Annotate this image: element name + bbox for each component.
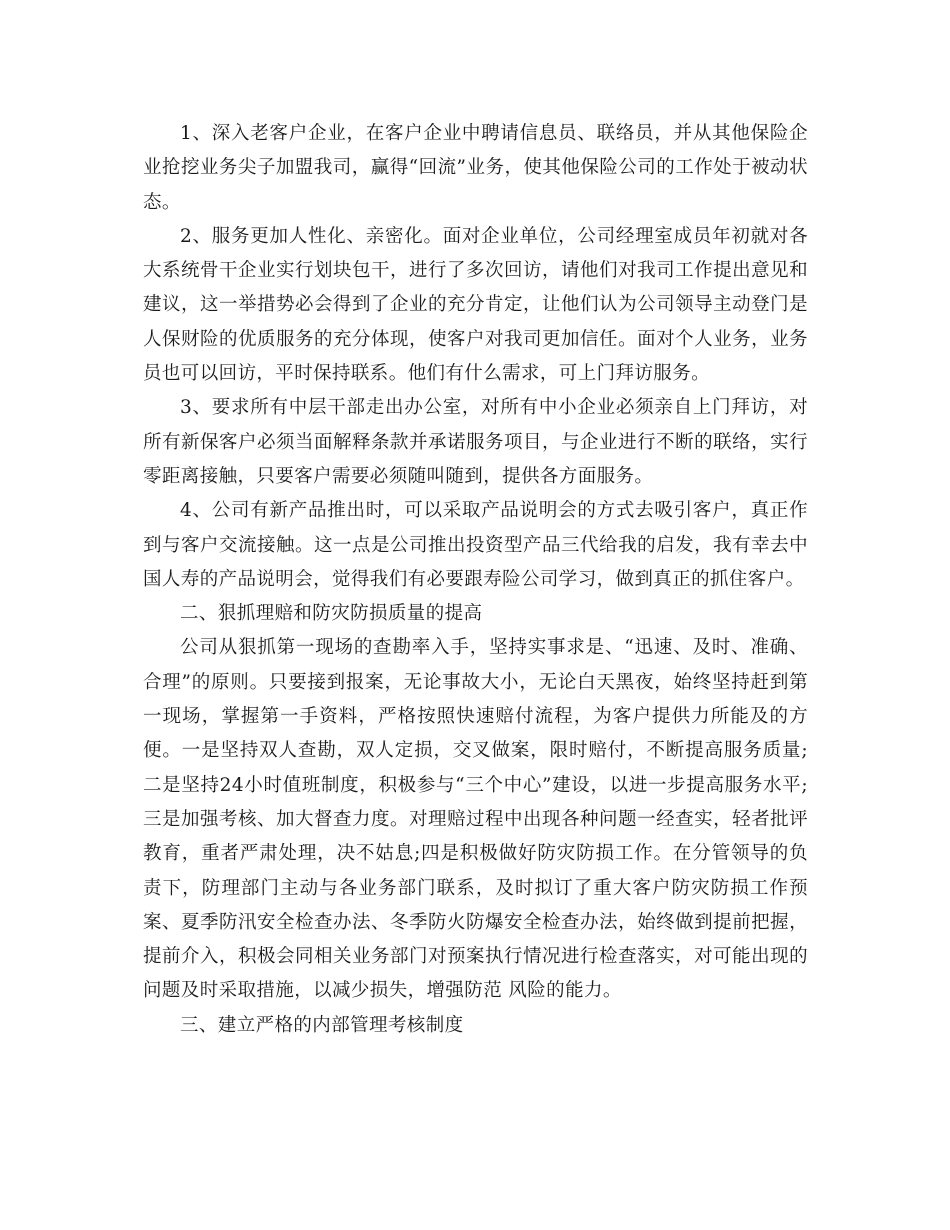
paragraph-2: 2、服务更加人性化、亲密化。面对企业单位，公司经理室成员年初就对各大系统骨干企业实行划块包干，进行了多次回访，请他们对我司工作提出意见和建议，这一举措势必会得到了企业的充分肯定，让他们认为公司领导主动登门是人保财险的优质服务的充分体现，使客户对我司更加信任。面对个人业务，业务员也可以回访，平时保持联系。他们有什么需求，可上门拜访服务。 <box>143 225 808 385</box>
document-body <box>143 117 808 1043</box>
paragraph-5: 公司从狠抓第一现场的查勘率入手，坚持实事求是、“迅速、及时、准确、合理”的原则。只要接到报案，无论事故大小，无论白天黑夜，始终坚持赶到第一现场，掌握第一手资料，严格按照快速赔付流程，为客户提供力所能及的方便。一是坚持双人查勘，双人定损，交叉做案，限时赔付，不断提高服务质量;二是坚持24小时值班制度，积极参与“三个中心”建设，以进一步提高服务水平;三是加强考核、加大督查力度。对理赔过程中出现各种问题一经查实，轻者批评教育，重者严肃处理，决不姑息;四是积极做好防灾防损工作。在分管领导的负责下，防理部门主动与各业务部门联系，及时拟订了重大客户防灾防损工作预案、夏季防汛安全检查办法、冬季防火防爆安全检查办法，始终做到提前把握，提前介入，积极会同相关业务部门对预案执行情况进行检查落实，对可能出现的问题及时采取措施，以减少损失，增强防范 风险的能力。 <box>143 637 808 1002</box>
paragraph-4: 4、公司有新产品推出时，可以采取产品说明会的方式去吸引客户，真正作到与客户交流接触。这一点是公司推出投资型产品三代给我的启发，我有幸去中国人寿的产品说明会，觉得我们有必要跟寿险公司学习，做到真正的抓住客户。 <box>143 500 808 590</box>
paragraph-3: 3、要求所有中层干部走出办公室，对所有中小企业必须亲自上门拜访，对所有新保客户必须当面解释条款并承诺服务项目，与企业进行不断的联络，实行零距离接触，只要客户需要必须随叫随到，提供各方面服务。 <box>143 397 808 487</box>
paragraph-1: 1、深入老客户企业，在客户企业中聘请信息员、联络员，并从其他保险企业抢挖业务尖子加盟我司，赢得“回流”业务，使其他保险公司的工作处于被动状态。 <box>143 123 808 213</box>
section-heading-2: 二、狠抓理赔和防灾防损质量的提高 <box>180 603 483 625</box>
section-heading-3: 三、建立严格的内部管理考核制度 <box>180 1014 464 1036</box>
